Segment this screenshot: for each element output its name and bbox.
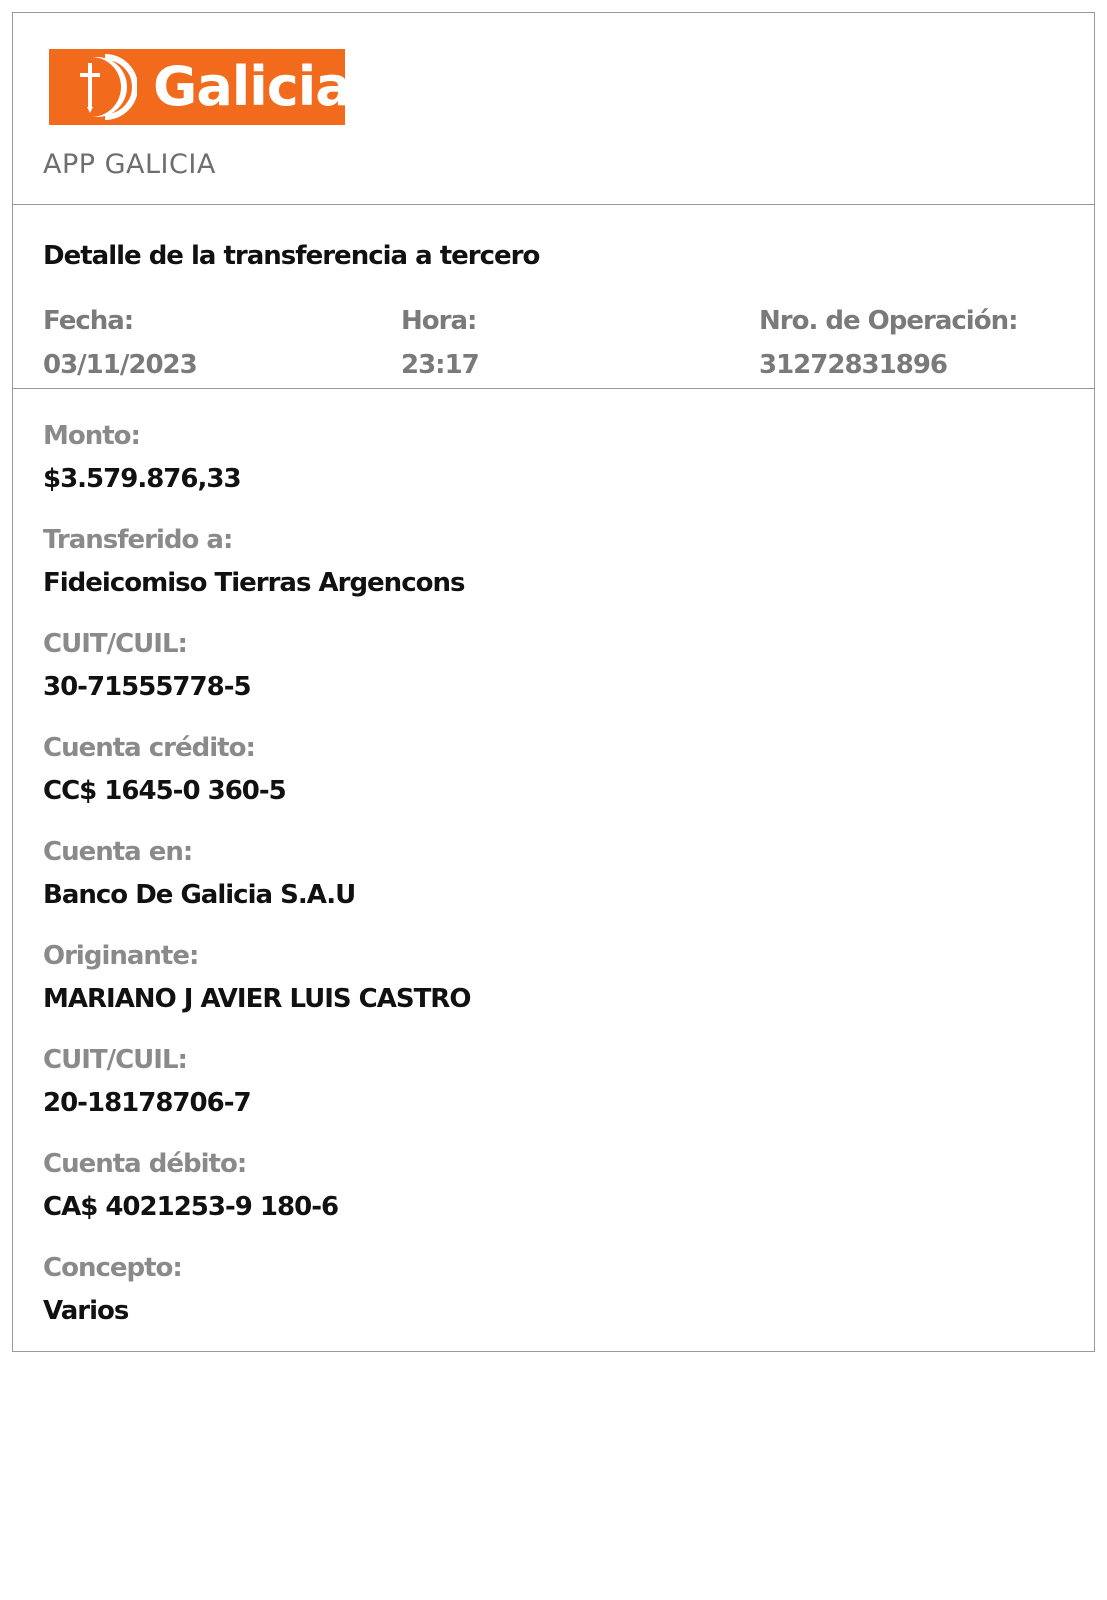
credit-account-field xyxy=(43,727,470,813)
concept-field xyxy=(43,1247,470,1333)
transfer-receipt xyxy=(12,12,1095,1352)
field-label: Cuenta crédito: xyxy=(43,733,255,763)
field-value: Fideicomiso Tierras Argencons xyxy=(43,568,465,598)
originator-cuit-field xyxy=(43,1039,470,1125)
field-value: CC$ 1645-0 360-5 xyxy=(43,776,286,806)
recipient-cuit-field xyxy=(43,623,470,709)
time-column xyxy=(401,299,479,387)
time-label: Hora: xyxy=(401,306,477,336)
field-label: Transferido a: xyxy=(43,525,233,555)
date-value: 03/11/2023 xyxy=(43,350,197,380)
brand-name: Galicia xyxy=(153,55,351,118)
galicia-logo xyxy=(49,49,351,125)
transfer-details xyxy=(43,415,470,1351)
field-label: Monto: xyxy=(43,421,140,451)
operation-number-value: 31272831896 xyxy=(759,350,947,380)
date-label: Fecha: xyxy=(43,306,134,336)
date-column xyxy=(43,299,197,387)
field-label: CUIT/CUIL: xyxy=(43,629,187,659)
originator-field xyxy=(43,935,470,1021)
recipient-field xyxy=(43,519,470,605)
amount-field xyxy=(43,415,470,501)
field-value: $3.579.876,33 xyxy=(43,464,241,494)
page-title: Detalle de la transferencia a tercero xyxy=(43,241,540,271)
field-label: Concepto: xyxy=(43,1253,182,1283)
app-name: APP GALICIA xyxy=(43,149,216,180)
field-value: CA$ 4021253-9 180-6 xyxy=(43,1192,339,1222)
field-value: 20-18178706-7 xyxy=(43,1088,251,1118)
bank-field xyxy=(43,831,470,917)
receipt-header xyxy=(13,13,1094,205)
field-label: Cuenta en: xyxy=(43,837,193,867)
field-label: Cuenta débito: xyxy=(43,1149,247,1179)
operation-column xyxy=(759,299,1017,387)
field-value: Banco De Galicia S.A.U xyxy=(43,880,356,910)
galicia-emblem-icon xyxy=(67,49,137,125)
field-label: CUIT/CUIL: xyxy=(43,1045,187,1075)
field-value: 30-71555778-5 xyxy=(43,672,251,702)
field-value: Varios xyxy=(43,1296,129,1326)
transfer-summary xyxy=(13,205,1094,389)
time-value: 23:17 xyxy=(401,350,479,380)
field-label: Originante: xyxy=(43,941,199,971)
field-value: MARIANO J AVIER LUIS CASTRO xyxy=(43,984,471,1014)
debit-account-field xyxy=(43,1143,470,1229)
operation-number-label: Nro. de Operación: xyxy=(759,306,1018,336)
